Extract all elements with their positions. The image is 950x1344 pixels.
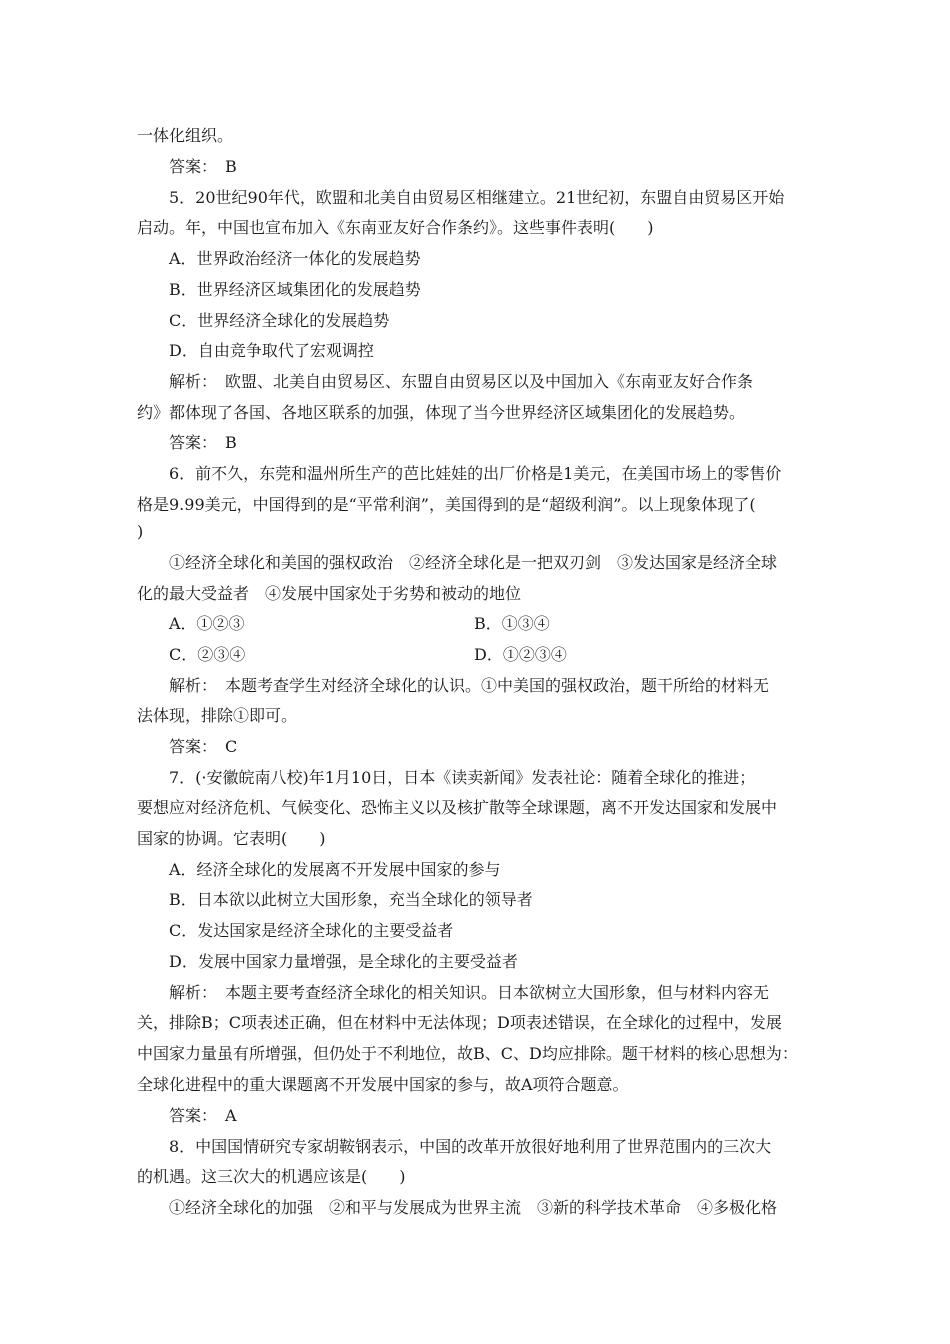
- q8-stem-line-2: 的机遇。这三次大的机遇应该是( ): [137, 1167, 406, 1186]
- q5-stem-line-2: 启动。年，中国也宣布加入《东南亚友好合作条约》。这些事件表明( ): [137, 218, 654, 237]
- q8-stem-line-1: 8．中国国情研究专家胡鞍钢表示，中国的改革开放很好地利用了世界范围内的三次大: [169, 1137, 772, 1156]
- q7-analysis-line-4: 全球化进程中的重大课题离不开发展中国家的参与，故A项符合题意。: [137, 1075, 629, 1094]
- q4-continuation: 一体化组织。: [137, 126, 234, 145]
- q5-option-d: D．自由竞争取代了宏观调控: [169, 341, 374, 360]
- q6-option-d: D．①②③④: [474, 645, 567, 664]
- q7-analysis-line-3: 中国家力量虽有所增强，但仍处于不利地位，故B、C、D均应排除。题干材料的核心思想为：: [137, 1044, 798, 1063]
- q8-statements-line-1: ①经济全球化的加强 ②和平与发展成为世界主流 ③新的科学技术革命 ④多极化格: [169, 1198, 778, 1217]
- q7-analysis-line-1: 解析： 本题主要考查经济全球化的相关知识。日本欲树立大国形象，但与材料内容无: [169, 983, 770, 1002]
- q6-statements-line-1: ①经济全球化和美国的强权政治 ②经济全球化是一把双刃剑 ③发达国家是经济全球: [169, 553, 778, 572]
- q7-stem-line-1: 7．(·安徽皖南八校)年1月10日，日本《读卖新闻》发表社论：随着全球化的推进；: [169, 768, 756, 787]
- q7-option-c: C．发达国家是经济全球化的主要受益者: [169, 921, 454, 940]
- q7-answer: 答案： A: [169, 1106, 237, 1125]
- q6-analysis-line-2: 法体现，排除①即可。: [137, 706, 298, 725]
- q7-stem-line-3: 国家的协调。它表明( ): [137, 829, 326, 848]
- q5-option-b: B．世界经济区域集团化的发展趋势: [169, 280, 421, 299]
- q6-answer: 答案： C: [169, 737, 238, 756]
- q6-option-a: A．①②③: [169, 614, 245, 633]
- q6-analysis-line-1: 解析： 本题考查学生对经济全球化的认识。①中美国的强权政治，题干所给的材料无: [169, 676, 770, 695]
- q7-option-d: D．发展中国家力量增强，是全球化的主要受益者: [169, 952, 518, 971]
- q5-analysis-line-2: 约》都体现了各国、各地区联系的加强，体现了当今世界经济区域集团化的发展趋势。: [137, 403, 746, 422]
- q5-stem-line-1: 5．20世纪90年代，欧盟和北美自由贸易区相继建立。21世纪初，东盟自由贸易区开始: [169, 188, 785, 207]
- q6-option-b: B．①③④: [474, 614, 550, 633]
- q6-stem-line-3: ): [137, 522, 144, 541]
- q5-answer: 答案： B: [169, 433, 237, 452]
- q7-option-b: B．日本欲以此树立大国形象，充当全球化的领导者: [169, 890, 533, 909]
- q5-option-a: A．世界政治经济一体化的发展趋势: [169, 249, 421, 268]
- q6-stem-line-2: 格是9.99美元，中国得到的是“平常利润”，美国得到的是“超级利润”。以上现象体现了(: [137, 495, 756, 514]
- q4-answer: 答案： B: [169, 157, 237, 176]
- q5-option-c: C．世界经济全球化的发展趋势: [169, 311, 390, 330]
- q5-analysis-line-1: 解析： 欧盟、北美自由贸易区、东盟自由贸易区以及中国加入《东南亚友好合作条: [169, 372, 754, 391]
- q6-stem-line-1: 6．前不久，东莞和温州所生产的芭比娃娃的出厂价格是1美元，在美国市场上的零售价: [169, 464, 782, 483]
- q6-statements-line-2: 化的最大受益者 ④发展中国家处于劣势和被动的地位: [137, 584, 522, 603]
- q7-analysis-line-2: 关，排除B；C项表述正确，但在材料中无法体现；D项表述错误，在全球化的过程中，发展: [137, 1013, 782, 1032]
- q7-stem-line-2: 要想应对经济危机、气候变化、恐怖主义以及核扩散等全球课题，离不开发达国家和发展中: [137, 798, 778, 817]
- q6-option-c: C．②③④: [169, 645, 246, 664]
- q7-option-a: A．经济全球化的发展离不开发展中国家的参与: [169, 860, 501, 879]
